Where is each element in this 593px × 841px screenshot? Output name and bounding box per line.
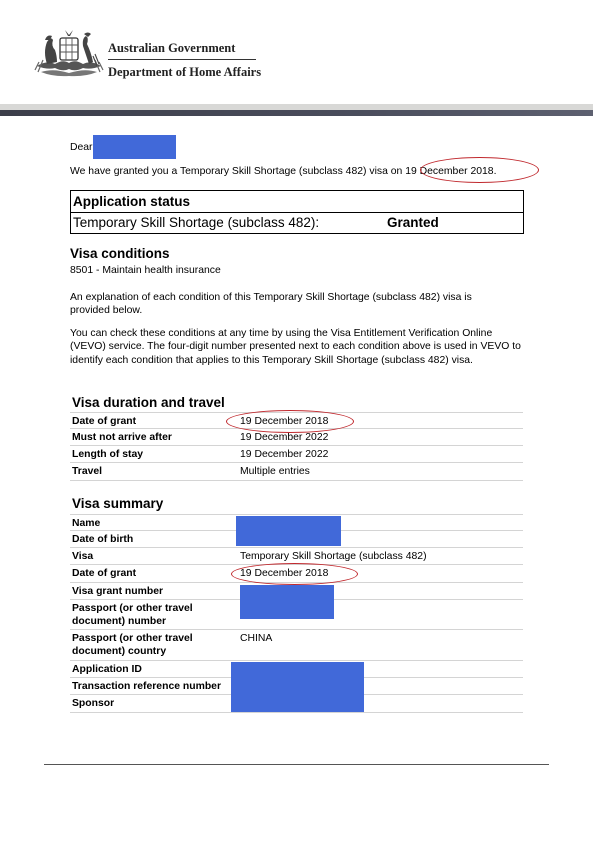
highlight-ellipse-grant-date [420,157,539,183]
header-divider [108,59,256,60]
duration-value: 19 December 2022 [240,449,329,460]
redacted-recipient-name [93,135,176,159]
header-band-dark [0,110,593,116]
visa-summary-heading: Visa summary [72,496,164,511]
conditions-explanation: An explanation of each condition of this Temporary Skill Shortage (subclass 482) visa is provided below. [70,292,472,317]
redacted-grant-passport-number [240,585,334,619]
duration-row [70,446,523,463]
coat-of-arms-icon [33,26,105,84]
summary-value: CHINA [240,633,273,644]
highlight-ellipse-date-of-grant [226,410,354,433]
footer-divider [44,764,549,765]
duration-value: 19 December 2018 [240,416,329,427]
summary-label: Passport (or other travel document) country [72,633,193,658]
salutation: Dear [70,142,93,153]
department-name: Department of Home Affairs [108,65,262,79]
visa-condition-item: 8501 - Maintain health insurance [70,265,221,276]
summary-value: 19 December 2018 [240,568,329,579]
status-box-divider [71,212,523,213]
summary-value: Temporary Skill Shortage (subclass 482) [240,551,427,562]
grant-intro-date: 19 December 2018. [405,166,497,177]
summary-label: Visa [72,551,94,562]
visa-duration-heading: Visa duration and travel [72,395,225,410]
duration-label: Date of grant [72,416,137,427]
letterhead [0,0,593,104]
highlight-ellipse-summary-date [231,563,358,585]
summary-label: Date of grant [72,568,137,579]
visa-conditions-heading: Visa conditions [70,246,170,261]
duration-value: Multiple entries [240,466,310,477]
vevo-note: You can check these conditions at any time by using the Visa Entitlement Verification Online (VEVO) service. The four-digit number presented next to each condition above is used in VEVO to identify each condition that applies to this Temporary Skill Shortage (subclass 482) visa. [70,328,521,366]
summary-label: Application ID [72,664,142,675]
application-status-visa: Temporary Skill Shortage (subclass 482): [73,215,320,230]
summary-label: Date of birth [72,534,134,545]
application-status-value: Granted [387,215,439,230]
grant-intro-text: We have granted you a Temporary Skill Shortage (subclass 482) visa on [70,166,403,177]
redacted-application-transaction-sponsor [231,662,364,712]
duration-label: Travel [72,466,103,477]
duration-label: Must not arrive after [72,432,172,443]
summary-label: Visa grant number [72,586,164,597]
summary-row [70,630,523,661]
duration-row [70,463,523,481]
application-status-heading: Application status [73,194,191,209]
summary-label: Transaction reference number [72,681,221,692]
application-status-box [70,190,524,234]
government-name: Australian Government [108,41,236,55]
duration-label: Length of stay [72,449,144,460]
duration-value: 19 December 2022 [240,432,329,443]
summary-label: Sponsor [72,698,115,709]
redacted-name-dob [236,516,341,546]
summary-label: Passport (or other travel document) number [72,603,193,628]
summary-label: Name [72,518,101,529]
